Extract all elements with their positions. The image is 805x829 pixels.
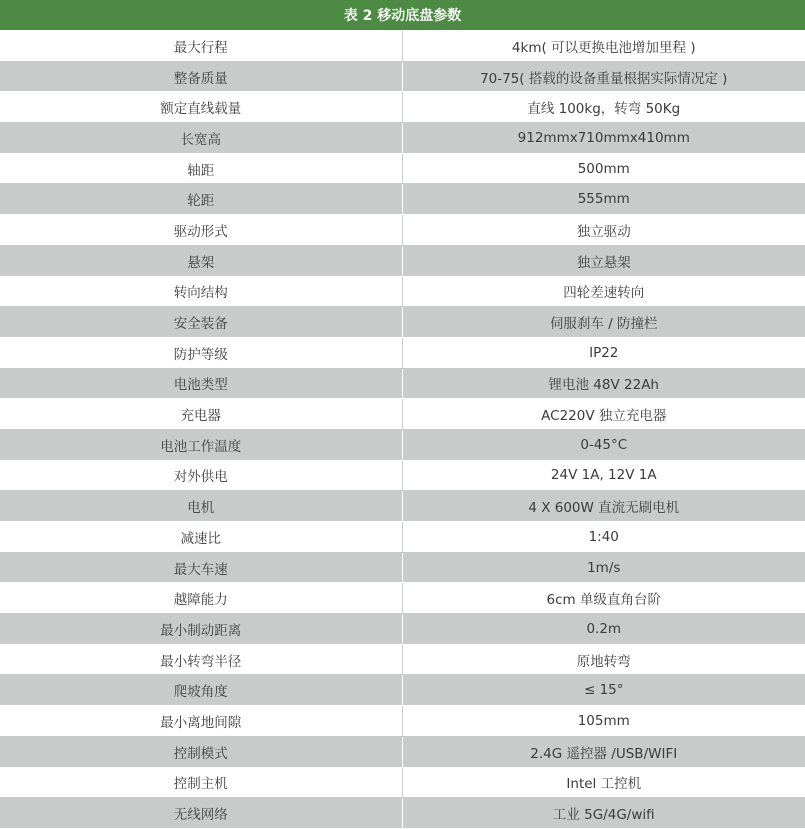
param-value-cell: 2.4G 遥控器 /USB/WIFI	[402, 736, 805, 767]
table-row	[0, 123, 805, 154]
param-value-cell: 0-45°C	[402, 429, 805, 460]
table-row	[0, 184, 805, 215]
table-title-row	[0, 0, 805, 31]
param-name-cell: 充电器	[0, 399, 402, 430]
table-row	[0, 675, 805, 706]
param-name-cell: 对外供电	[0, 460, 402, 491]
table-row	[0, 153, 805, 184]
param-name-cell: 最大行程	[0, 31, 402, 62]
param-value-cell: Intel 工控机	[402, 767, 805, 798]
param-value-cell: 原地转弯	[402, 644, 805, 675]
param-value-cell: 555mm	[402, 184, 805, 215]
param-value-cell: 1:40	[402, 522, 805, 553]
table-row	[0, 31, 805, 62]
table-row	[0, 552, 805, 583]
param-value-cell: 四轮差速转向	[402, 276, 805, 307]
param-value-cell: 4 X 600W 直流无刷电机	[402, 491, 805, 522]
table-row	[0, 307, 805, 338]
param-value-cell: 0.2m	[402, 614, 805, 645]
table-row	[0, 92, 805, 123]
param-value-cell: 24V 1A, 12V 1A	[402, 460, 805, 491]
param-value-cell: 直线 100kg，转弯 50Kg	[402, 92, 805, 123]
param-name-cell: 最小转弯半径	[0, 644, 402, 675]
table-row	[0, 767, 805, 798]
param-name-cell: 控制模式	[0, 736, 402, 767]
param-value-cell: 105mm	[402, 706, 805, 737]
table-row	[0, 460, 805, 491]
param-name-cell: 最大车速	[0, 552, 402, 583]
param-name-cell: 整备质量	[0, 61, 402, 92]
param-name-cell: 电机	[0, 491, 402, 522]
param-value-cell: 70-75( 搭载的设备重量根据实际情况定 )	[402, 61, 805, 92]
param-name-cell: 电池类型	[0, 368, 402, 399]
param-name-cell: 控制主机	[0, 767, 402, 798]
table-row	[0, 583, 805, 614]
param-value-cell: 1m/s	[402, 552, 805, 583]
param-name-cell: 防护等级	[0, 337, 402, 368]
param-value-cell: 独立驱动	[402, 215, 805, 246]
param-name-cell: 悬架	[0, 245, 402, 276]
param-name-cell: 驱动形式	[0, 215, 402, 246]
param-value-cell: 912mmx710mmx410mm	[402, 123, 805, 154]
table-row	[0, 399, 805, 430]
param-value-cell: 6cm 单级直角台阶	[402, 583, 805, 614]
table-row	[0, 614, 805, 645]
table-row	[0, 491, 805, 522]
param-name-cell: 电池工作温度	[0, 429, 402, 460]
param-value-cell: 工业 5G/4G/wifi	[402, 798, 805, 829]
param-name-cell: 轮距	[0, 184, 402, 215]
param-value-cell: 500mm	[402, 153, 805, 184]
param-name-cell: 减速比	[0, 522, 402, 553]
table-body	[0, 31, 805, 829]
param-name-cell: 爬坡角度	[0, 675, 402, 706]
param-name-cell: 安全装备	[0, 307, 402, 338]
param-name-cell: 长宽高	[0, 123, 402, 154]
param-name-cell: 无线网络	[0, 798, 402, 829]
table-row	[0, 368, 805, 399]
param-value-cell: IP22	[402, 337, 805, 368]
table-row	[0, 522, 805, 553]
param-value-cell: 4km( 可以更换电池增加里程 )	[402, 31, 805, 62]
table-row	[0, 276, 805, 307]
table-row	[0, 736, 805, 767]
table-row	[0, 706, 805, 737]
param-value-cell: 锂电池 48V 22Ah	[402, 368, 805, 399]
table-row	[0, 215, 805, 246]
table-row	[0, 61, 805, 92]
param-name-cell: 轴距	[0, 153, 402, 184]
table-row	[0, 429, 805, 460]
param-name-cell: 转向结构	[0, 276, 402, 307]
table-row	[0, 644, 805, 675]
param-value-cell: 伺服刹车 / 防撞栏	[402, 307, 805, 338]
table-row	[0, 245, 805, 276]
param-name-cell: 最小离地间隙	[0, 706, 402, 737]
param-name-cell: 最小制动距离	[0, 614, 402, 645]
param-value-cell: ≤ 15°	[402, 675, 805, 706]
table-row	[0, 337, 805, 368]
param-value-cell: AC220V 独立充电器	[402, 399, 805, 430]
param-name-cell: 越障能力	[0, 583, 402, 614]
param-name-cell: 额定直线载量	[0, 92, 402, 123]
param-value-cell: 独立悬架	[402, 245, 805, 276]
table-title: 表 2 移动底盘参数	[0, 0, 805, 31]
table-row	[0, 798, 805, 829]
